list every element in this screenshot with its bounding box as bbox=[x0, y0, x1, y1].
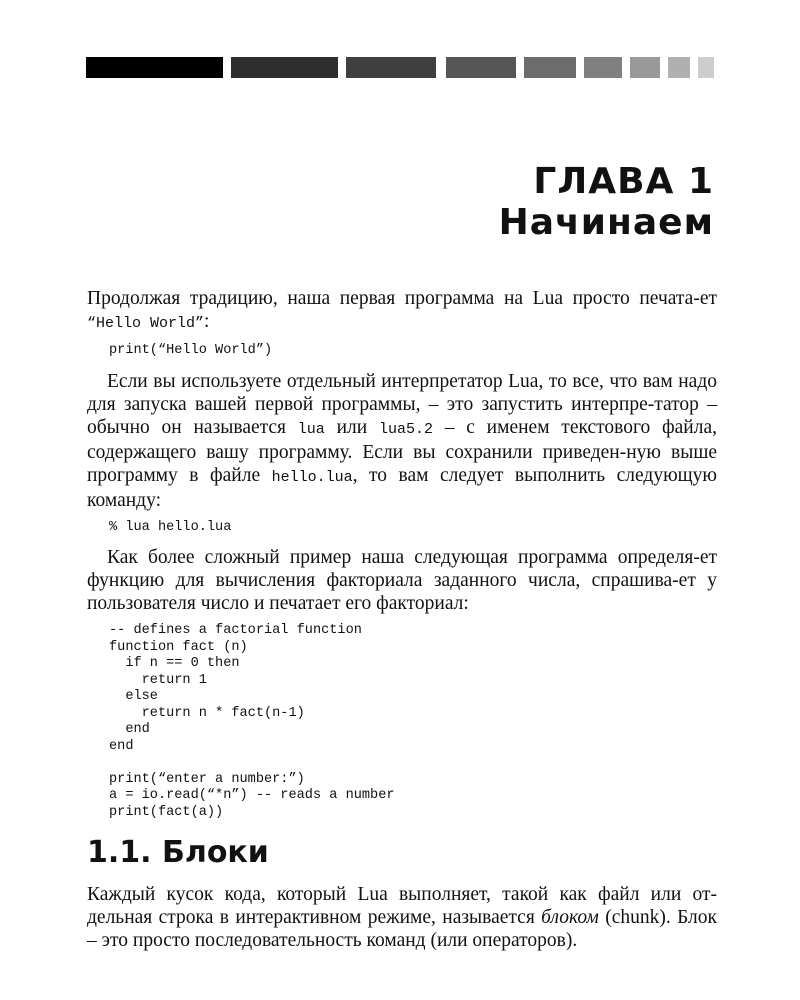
deco-bar-1 bbox=[86, 57, 223, 78]
chapter-title: Начинаем bbox=[498, 202, 714, 243]
paragraph-text: (chunk). Блок – это просто последовательность команд (или операторов). bbox=[87, 907, 717, 951]
section-heading: 1.1. Блоки bbox=[87, 835, 269, 870]
chapter-number: ГЛАВА 1 bbox=[533, 161, 714, 202]
paragraph-text: Каждый кусок кода, который Lua выполняет, такой как файл или от-дельная строка в интерактивном режиме, называется bbox=[87, 884, 717, 928]
deco-bar-2 bbox=[231, 57, 338, 78]
paragraph-text: или bbox=[324, 416, 379, 438]
deco-bar-8 bbox=[668, 57, 690, 78]
code-block-factorial: -- defines a factorial function function fact (n) if n == 0 then return 1 else return n * fact(n-1) end end print(“enter a number:”) a = io.read(“*n”) -- reads a number print(fact(a)) bbox=[109, 623, 395, 820]
paragraph-text: , то вам следует выполнить следующую команду: bbox=[87, 464, 717, 511]
paragraph-text: Если вы используете отдельный интерпретатор Lua, то все, что вам надо для запуска вашей первой программы, – это запустить интерпре-татор – обычно он называется bbox=[87, 370, 717, 438]
inline-code: lua bbox=[297, 420, 325, 438]
deco-bar-9 bbox=[698, 57, 714, 78]
code-block-command: % lua hello.lua bbox=[109, 519, 232, 535]
emphasis-term: блоком bbox=[541, 907, 599, 928]
paragraph-text: – с именем текстового файла, содержащего вашу программу. Если вы сохранили приведен-ную выше программу в файле bbox=[87, 416, 717, 486]
deco-bar-6 bbox=[584, 57, 622, 78]
code-block-hello: print(“Hello World”) bbox=[109, 343, 273, 358]
inline-code: hello.lua bbox=[271, 468, 353, 486]
deco-bar-7 bbox=[630, 57, 660, 78]
paragraph-factorial: Как более сложный пример наша следующая программа определя-ет функцию для вычисления факториала заданного числа, спрашива-ет у пользователя число и печатает его факториал: bbox=[87, 547, 717, 614]
paragraph-intro bbox=[87, 287, 717, 335]
deco-bar-4 bbox=[446, 57, 516, 78]
paragraph-text: : bbox=[204, 311, 210, 332]
paragraph-text: Продолжая традицию, наша первая программа на Lua просто печата-ет bbox=[87, 288, 717, 309]
paragraph-interpreter bbox=[87, 370, 717, 512]
inline-code: “Hello World” bbox=[87, 315, 205, 332]
inline-code: lua5.2 bbox=[378, 420, 433, 438]
page-content bbox=[87, 287, 717, 960]
deco-bar-5 bbox=[524, 57, 576, 78]
deco-bar-3 bbox=[346, 57, 436, 78]
paragraph-chunks bbox=[87, 883, 717, 952]
